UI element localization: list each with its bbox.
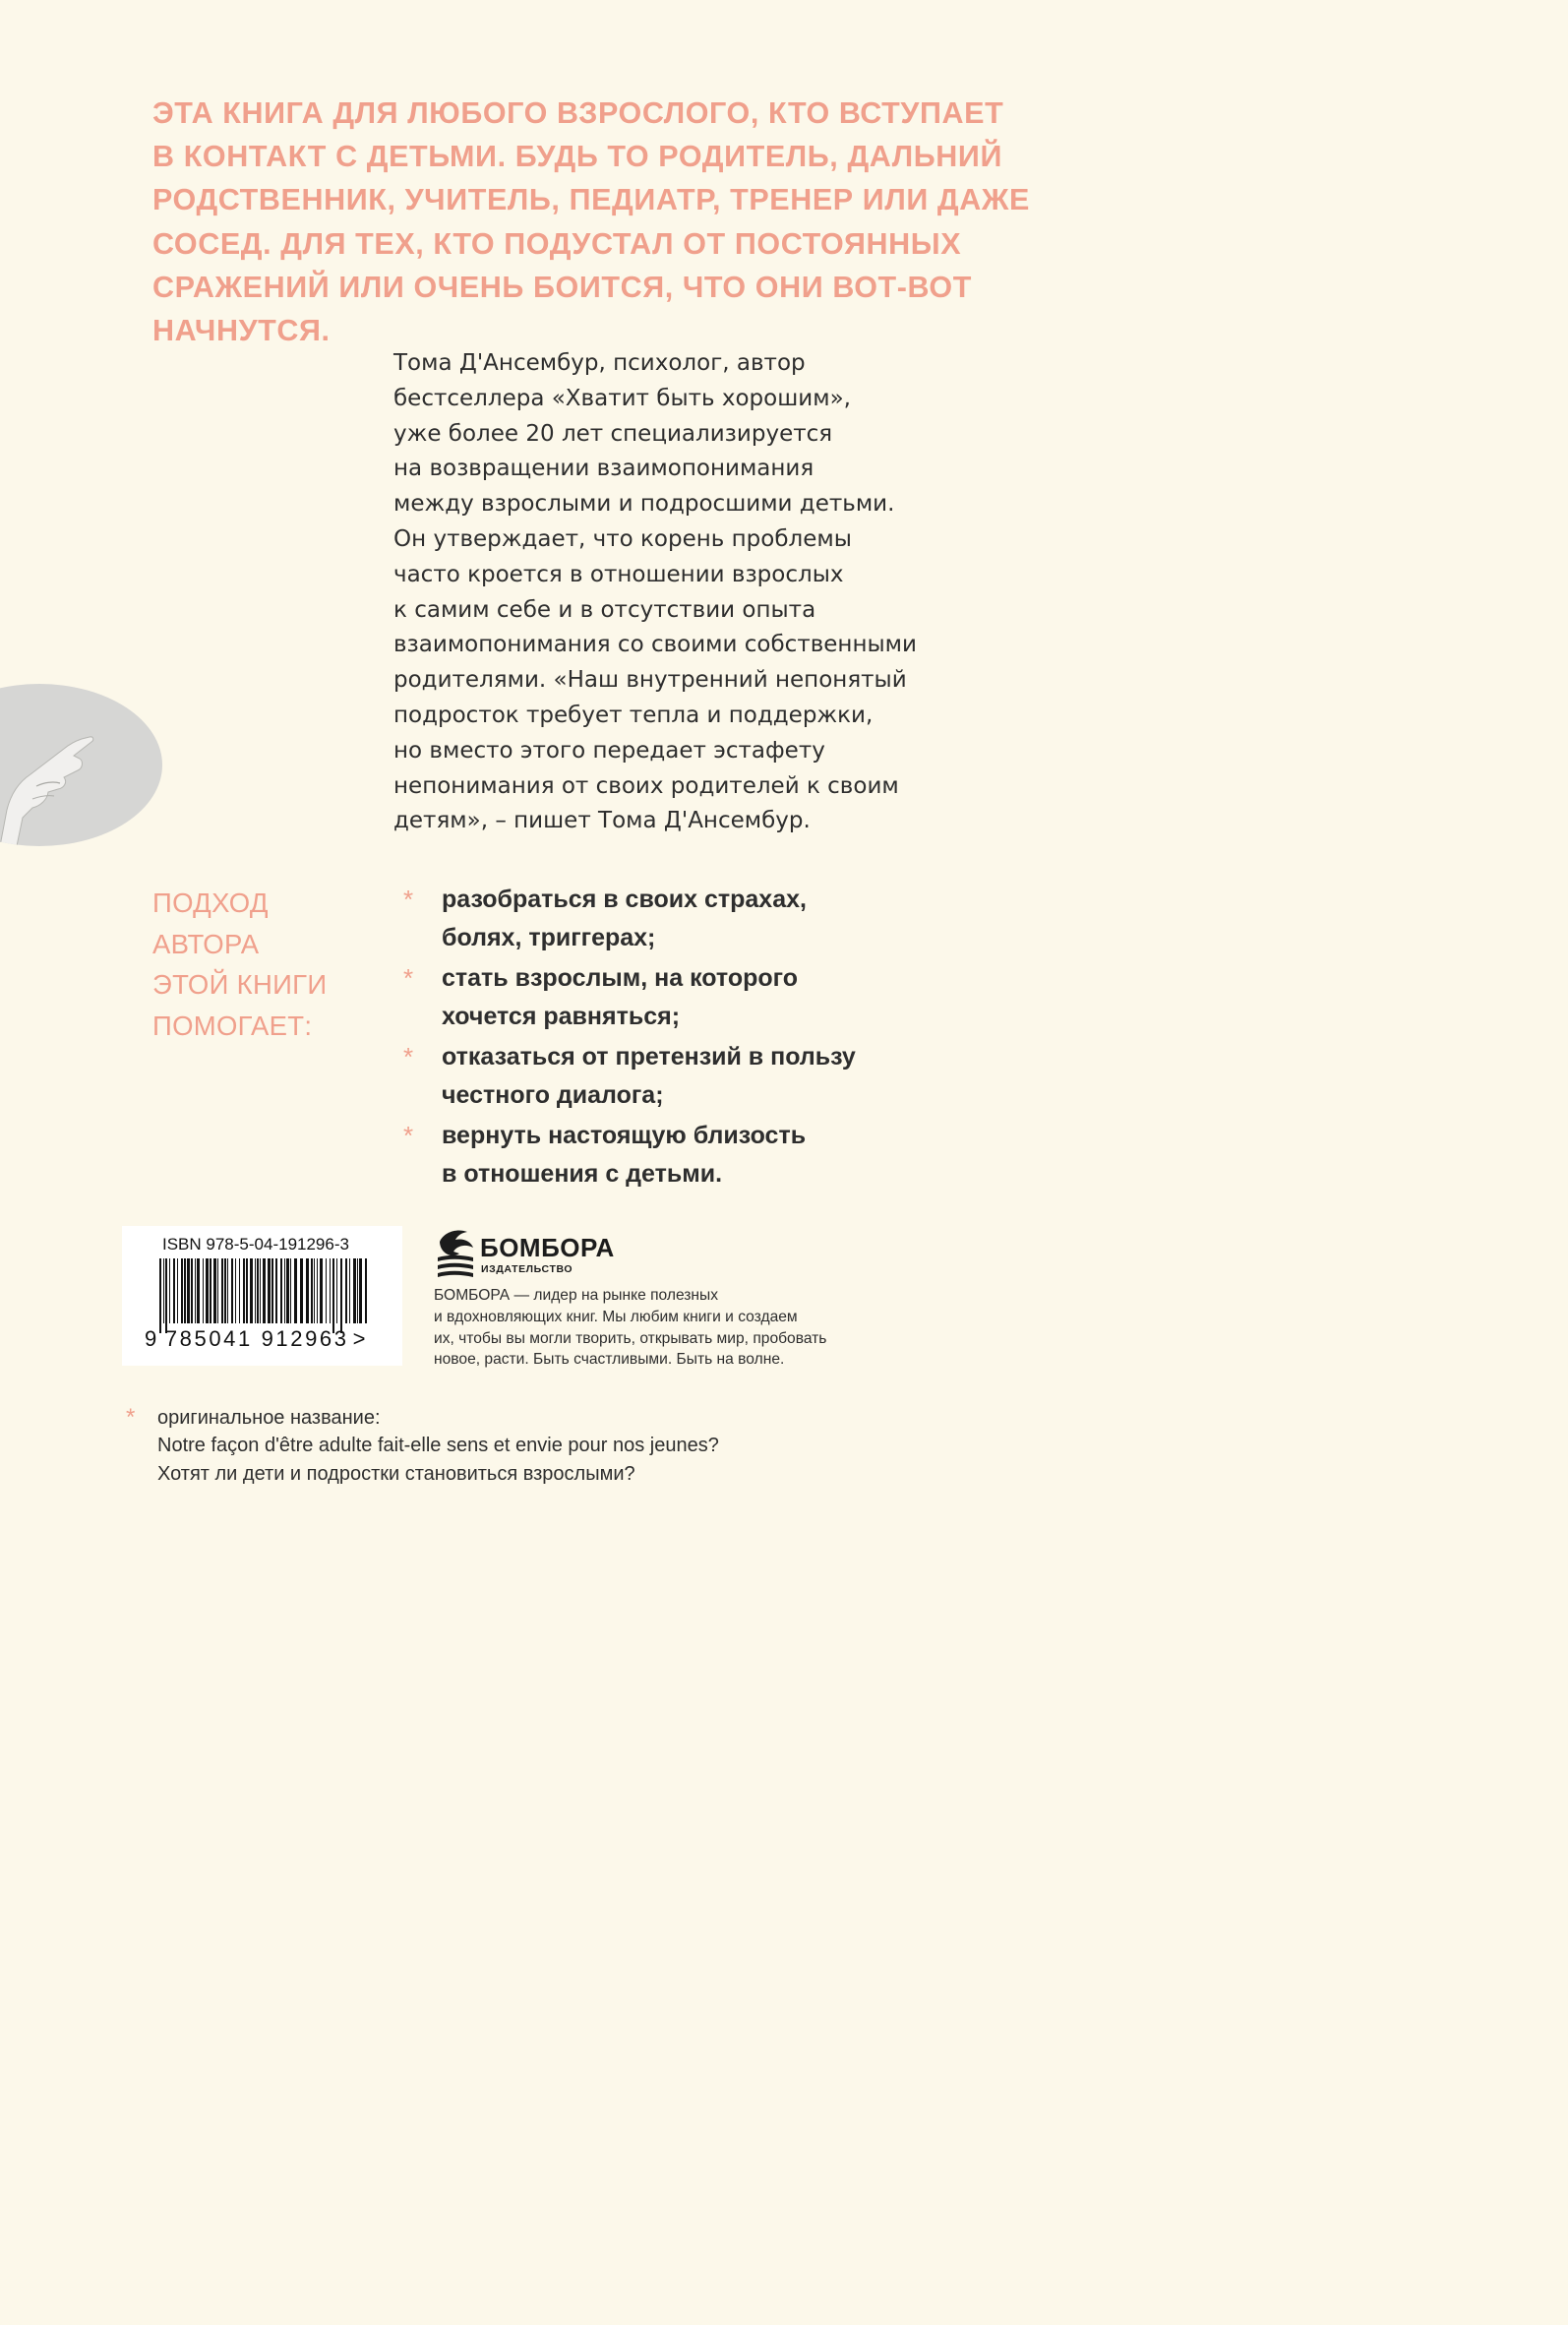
barcode-bar xyxy=(353,1258,356,1323)
bullet-line: вернуть настоящую близость xyxy=(442,1122,807,1149)
author-line: между взрослыми и подросшими детьми. xyxy=(393,491,895,518)
asterisk-icon: * xyxy=(403,885,414,914)
list-item xyxy=(403,1038,954,1114)
barcode-bar xyxy=(326,1258,327,1323)
asterisk-icon: * xyxy=(403,963,414,993)
isbn-digits xyxy=(145,1326,368,1352)
barcode-bar xyxy=(294,1258,297,1323)
barcode-bar xyxy=(330,1258,331,1323)
publisher-blurb xyxy=(434,1285,886,1371)
barcode-bar xyxy=(181,1258,183,1323)
barcode-bar xyxy=(271,1258,273,1323)
publisher-subtitle: ИЗДАТЕЛЬСТВО xyxy=(481,1263,573,1275)
author-description xyxy=(393,346,944,839)
bullet-line: отказаться от претензий в пользу xyxy=(442,1043,856,1071)
bullet-line: хочется равняться; xyxy=(442,1002,681,1030)
approach-line: ПОДХОД xyxy=(152,887,269,918)
bullet-line: разобраться в своих страхах, xyxy=(442,886,807,913)
barcode-bar xyxy=(284,1258,285,1323)
barcode-bar xyxy=(349,1258,350,1323)
author-line: но вместо этого передает эстафету xyxy=(393,737,825,764)
author-line: подросток требует тепла и поддержки, xyxy=(393,702,874,728)
barcode-bar xyxy=(224,1258,226,1323)
bullet-line: честного диалога; xyxy=(442,1080,664,1109)
barcode-bar xyxy=(210,1258,211,1323)
barcode-bar xyxy=(231,1258,233,1323)
isbn-digits-left: 785041 xyxy=(164,1326,253,1351)
barcode-bar xyxy=(227,1258,228,1323)
headline xyxy=(152,92,1030,352)
barcode-bar xyxy=(195,1258,196,1323)
isbn-label: ISBN 978-5-04-191296-3 xyxy=(162,1235,349,1254)
barcode-bar xyxy=(173,1258,175,1323)
bombora-wave-icon xyxy=(434,1228,477,1279)
isbn-digits-right: 912963 xyxy=(261,1326,349,1351)
barcode-bar xyxy=(184,1258,186,1323)
bullet-line: болях, триггерах; xyxy=(442,923,656,951)
barcode-bar xyxy=(306,1258,309,1323)
author-line: к самим себе и в отсутствии опыта xyxy=(393,596,816,623)
pointing-hand-illustration xyxy=(0,684,162,846)
bullet-line: в отношения с детьми. xyxy=(442,1159,723,1188)
author-line: детям», – пишет Тома Д'Ансембур. xyxy=(393,808,811,834)
author-line: Он утверждает, что корень проблемы xyxy=(393,525,852,552)
barcode-bar xyxy=(317,1258,318,1323)
author-line: на возвращении взаимопонимания xyxy=(393,456,814,482)
barcode-bar xyxy=(255,1258,256,1323)
barcode-bar xyxy=(357,1258,358,1323)
publisher-name: БОМБОРА xyxy=(480,1233,615,1262)
barcode-bar xyxy=(365,1258,367,1323)
barcode-bar xyxy=(311,1258,313,1323)
author-line: Тома Д'Ансембур, психолог, автор xyxy=(393,350,806,376)
isbn-barcode-block xyxy=(122,1226,402,1366)
barcode-bar xyxy=(345,1258,347,1323)
headline-line: РОДСТВЕННИК, УЧИТЕЛЬ, ПЕДИАТР, ТРЕНЕР ИЛИ ДАЖЕ xyxy=(152,183,1030,217)
headline-line: СОСЕД. ДЛЯ ТЕХ, КТО ПОДУСТАЛ ОТ ПОСТОЯННЫХ xyxy=(152,226,962,261)
author-line: бестселлера «Хватит быть хорошим», xyxy=(393,385,851,411)
barcode-bar xyxy=(340,1258,342,1333)
barcode-bar xyxy=(300,1258,303,1323)
original-title-block xyxy=(126,1404,913,1488)
barcode-bar xyxy=(257,1258,259,1323)
author-line: непонимания от своих родителей к своим xyxy=(393,772,899,799)
headline-line: СРАЖЕНИЙ ИЛИ ОЧЕНЬ БОИТСЯ, ЧТО ОНИ ВОТ-ВОТ xyxy=(152,270,972,304)
benefits-list xyxy=(403,881,954,1195)
barcode-bar xyxy=(197,1258,200,1323)
asterisk-icon: * xyxy=(403,1042,414,1071)
barcode-bar xyxy=(221,1258,223,1323)
barcode-bar xyxy=(177,1258,178,1323)
barcode-bar xyxy=(290,1258,291,1323)
publisher-line: новое, расти. Быть счастливыми. Быть на волне. xyxy=(434,1351,785,1369)
barcode-bar xyxy=(246,1258,248,1323)
original-title-french: Notre façon d'être adulte fait-elle sens et envie pour nos jeunes? xyxy=(157,1435,719,1457)
headline-line: НАЧНУТСЯ. xyxy=(152,314,331,348)
barcode-bar xyxy=(239,1258,240,1323)
approach-line: ЭТОЙ КНИГИ xyxy=(152,969,328,1000)
barcode-bar xyxy=(163,1258,164,1323)
list-item xyxy=(403,959,954,1035)
approach-heading xyxy=(152,883,389,1046)
barcode-bar xyxy=(169,1258,170,1323)
barcode-bar xyxy=(217,1258,218,1323)
approach-line: ПОМОГАЕТ: xyxy=(152,1010,313,1041)
barcode-bar xyxy=(187,1258,190,1323)
barcode-bar xyxy=(203,1258,204,1323)
barcode-bar xyxy=(243,1258,245,1323)
barcode-bar xyxy=(336,1258,337,1323)
barcode xyxy=(159,1258,371,1333)
barcode-bar xyxy=(159,1258,161,1333)
isbn-end-mark: > xyxy=(352,1326,369,1351)
pointing-hand-photo xyxy=(0,684,162,846)
barcode-bar xyxy=(250,1258,253,1323)
barcode-bar xyxy=(320,1258,323,1323)
barcode-bar xyxy=(280,1258,282,1323)
approach-line: АВТОРА xyxy=(152,928,260,959)
author-line: родителями. «Наш внутренний непонятый xyxy=(393,667,907,694)
author-line: часто кроется в отношении взрослых xyxy=(393,561,844,587)
barcode-bar xyxy=(314,1258,315,1323)
barcode-bar xyxy=(165,1258,167,1333)
asterisk-icon: * xyxy=(403,1121,414,1150)
barcode-bar xyxy=(263,1258,266,1323)
list-item xyxy=(403,1117,954,1193)
author-line: взаимопонимания со своими собственными xyxy=(393,632,917,658)
isbn-digit-prefix: 9 xyxy=(145,1326,159,1351)
author-line: уже более 20 лет специализируется xyxy=(393,420,833,447)
barcode-bar xyxy=(268,1258,271,1323)
barcode-bar xyxy=(275,1258,277,1323)
barcode-bar xyxy=(213,1258,216,1323)
headline-line: В КОНТАКТ С ДЕТЬМИ. БУДЬ ТО РОДИТЕЛЬ, ДАЛЬНИЙ xyxy=(152,140,1002,174)
headline-line: ЭТА КНИГА ДЛЯ ЛЮБОГО ВЗРОСЛОГО, КТО ВСТУПАЕТ xyxy=(152,96,1004,130)
barcode-bar xyxy=(206,1258,209,1323)
barcode-bar xyxy=(235,1258,236,1323)
publisher-line: БОМБОРА — лидер на рынке полезных xyxy=(434,1287,719,1304)
list-item xyxy=(403,881,954,956)
barcode-bar xyxy=(359,1258,362,1323)
publisher-line: и вдохновляющих книг. Мы любим книги и создаем xyxy=(434,1308,798,1325)
publisher-line: их, чтобы вы могли творить, открывать мир, пробовать xyxy=(434,1329,827,1347)
barcode-bar xyxy=(332,1258,334,1333)
barcode-bar xyxy=(260,1258,261,1323)
barcode-bar xyxy=(286,1258,289,1323)
original-title-russian: Хотят ли дети и подростки становиться взрослыми? xyxy=(157,1462,635,1485)
barcode-bar xyxy=(191,1258,193,1323)
bullet-line: стать взрослым, на которого xyxy=(442,964,798,992)
original-title-label: оригинальное название: xyxy=(157,1407,381,1429)
asterisk-icon: * xyxy=(126,1404,136,1431)
